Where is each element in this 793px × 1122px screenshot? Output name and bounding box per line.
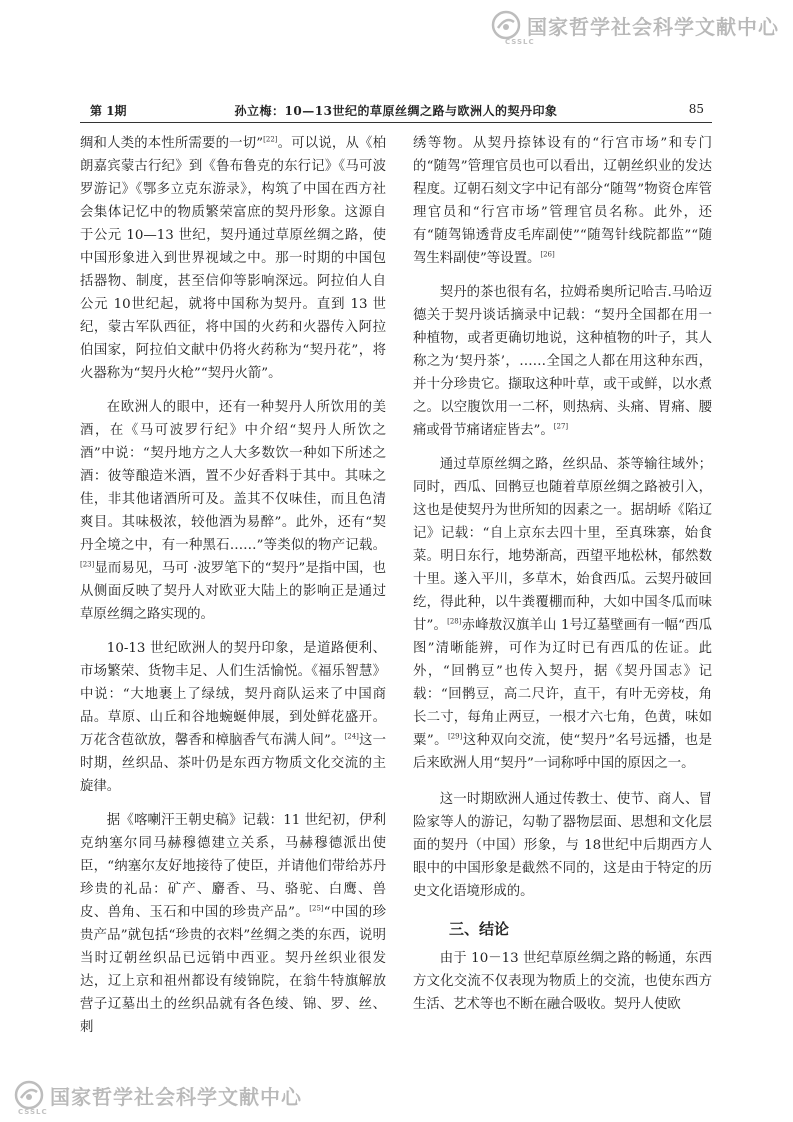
body-paragraph: 契丹的茶也很有名，拉姆希奥所记哈吉.马哈迈德关于契丹谈话摘录中记载：“契丹全国都在用一种植物，或者更确切地说，这种植物的叶子，其人称之为‘契丹茶’，……全国之人都在用这种东西，并十分珍贵它。撷取这种叶草，或干或鲜，以水煮之。以空腹饮用一二杯，则热病、头痛、胃痛、腰痛或骨节痛诸症皆去”。[27] [413,285,712,438]
citation-ref: [29] [447,732,463,741]
citation-ref: [27] [553,422,569,431]
body-paragraph: 绣等物。从契丹捺钵设有的“行宫市场”和专门的“随驾”管理官员也可以看出，辽朝丝织业的发达程度。辽朝石刻文字中记有部分“随驾”物资仓库管理官员和“行宫市场”管理官员名称。此外，还有“随驾锦透背皮毛库副使”“随驾针线院都监”“随驾生料副使”等设置。[26] [413,136,712,266]
body-paragraph: 绸和人类的本性所需要的一切”[22]。可以说，从《柏朗嘉宾蒙古行纪》到《鲁布鲁克的东行记》《马可波罗游记》《鄂多立克东游录》，构筑了中国在西方社会集体记忆中的物质繁荣富庶的契丹形象。这源自于公元 10—13 世纪，契丹通过草原丝绸之路，使中国形象进入到世界视域之中。那一时期的中国包括器物、制度，甚至信仰等影响深远。阿拉伯人自公元 10世纪起，就将中国称为契丹。直到 13 世纪，蒙古军队西征，将中国的火药和火器传入阿拉伯国家，阿拉伯文献中仍将火药称为“契丹花”，将火器称为“契丹火枪”“契丹火箭”。 [80,135,386,381]
running-header [80,100,712,123]
citation-ref: [26] [540,250,555,259]
body-paragraph: 10-13 世纪欧洲人的契丹印象，是道路便利、市场繁荣、货物丰足、人们生活愉悦。《福乐智慧》中说：“大地裹上了绿绒，契丹商队运来了中国商品。草原、山丘和谷地蜿蜒伸展，到处鲜花盛开。万花含苞欲放，馨香和樟脑香气布满人间”。[24]这一时期，丝织品、茶叶仍是东西方物质文化交流的主旋律。 [80,641,386,794]
watermark-text: 国家哲学社会科学文献中心 [50,1084,302,1109]
citation-ref: [23] [80,560,95,569]
citation-ref: [22] [263,135,278,144]
watermark-bottom [14,1080,302,1116]
body-paragraph: 通过草原丝绸之路，丝织品、茶等输往域外；同时，西瓜、回鹘豆也随着草原丝绸之路被引入，这也是使契丹为世所知的因素之一。据胡峤《陷辽记》记载：“自上京东去四十里，至真珠寨，始食菜。明日东行，地势渐高，西望平地松林，郁然数十里。遂入平川，多草木，始食西瓜。云契丹破回纥，得此种，以牛粪覆棚而种，大如中国冬瓜而味甘”。[28]赤峰敖汉旗羊山 1号辽墓壁画有一幅“西瓜图”清晰能辨，可作为辽时已有西瓜的佐证。此外，“回鹘豆”也传入契丹，据《契丹国志》记载：“回鹘豆，高二尺许，直干，有叶无旁枝，角长二寸，每角止两豆，一根才六七角，色黄，味如粟”。[29]这种双向交流，使“契丹”名号远播，也是后来欧洲人用“契丹”一词称呼中国的原因之一。 [413,457,712,771]
page-number: 85 [688,102,704,116]
right-column [413,132,712,1016]
watermark-subtext: CSSLC [18,1108,48,1116]
watermark-top [491,10,779,46]
body-paragraph: 由于 10－13 世纪草原丝绸之路的畅通，东西方文化交流不仅表现为物质上的交流，也使东西方生活、艺术等也不断在融合吸收。契丹人使欧 [413,951,712,1012]
citation-ref: [25] [309,904,324,913]
body-paragraph: 在欧洲人的眼中，还有一种契丹人所饮用的美酒，在《马可波罗行纪》中介绍“契丹人所饮之酒”中说：“契丹地方之人大多数饮一种如下所述之酒：彼等酿造米酒，置不少好香料于其中。其味之佳，非其他诸酒所可及。盖其不仅味佳，而且色清爽目。其味极浓，较他酒为易醉”。此外，还有“契丹全境之中，有一种黑石……”等类似的物产记载。[23]显而易见，马可 ·波罗笔下的“契丹”是指中国，也从侧面反映了契丹人对欧亚大陆上的影响正是通过草原丝绸之路实现的。 [80,400,386,622]
running-title: 孙立梅：10—13世纪的草原丝绸之路与欧洲人的契丹印象 [234,104,558,118]
citation-ref: [24] [344,732,359,741]
watermark-text: 国家哲学社会科学文献中心 [527,14,779,39]
body-paragraph: 这一时期欧洲人通过传教士、使节、商人、冒险家等人的游记，勾勒了器物层面、思想和文化层面的契丹（中国）形象，与 18世纪中后期西方人眼中的中国形象是截然不同的，这是由于特定的历史文化语境形成的。 [413,792,712,899]
section-heading: 三、结论 [449,920,510,938]
archive-logo-icon [491,10,521,40]
issue-number: 第 1期 [90,104,127,118]
left-column [80,132,386,1039]
citation-ref: [28] [447,617,462,626]
watermark-subtext: CSSLC [505,38,535,46]
archive-logo-icon [14,1080,44,1110]
body-paragraph: 据《喀喇汗王朝史稿》记载：11 世纪初，伊利克纳塞尔同马赫穆德建立关系，马赫穆德派出使臣，“纳塞尔友好地接待了使臣，并请他们带给苏丹珍贵的礼品：矿产、麝香、马、骆驼、白鹰、兽皮、兽角、玉石和中国的珍贵产品”。[25]“中国的珍贵产品”就包括“珍贵的衣料”丝绸之类的东西，说明当时辽朝丝织品已远销中西亚。契丹丝织业很发达，辽上京和祖州都设有绫锦院，在翁牛特旗解放营子辽墓出土的丝织品就有各色绫、锦、罗、丝、刺 [80,813,386,1035]
